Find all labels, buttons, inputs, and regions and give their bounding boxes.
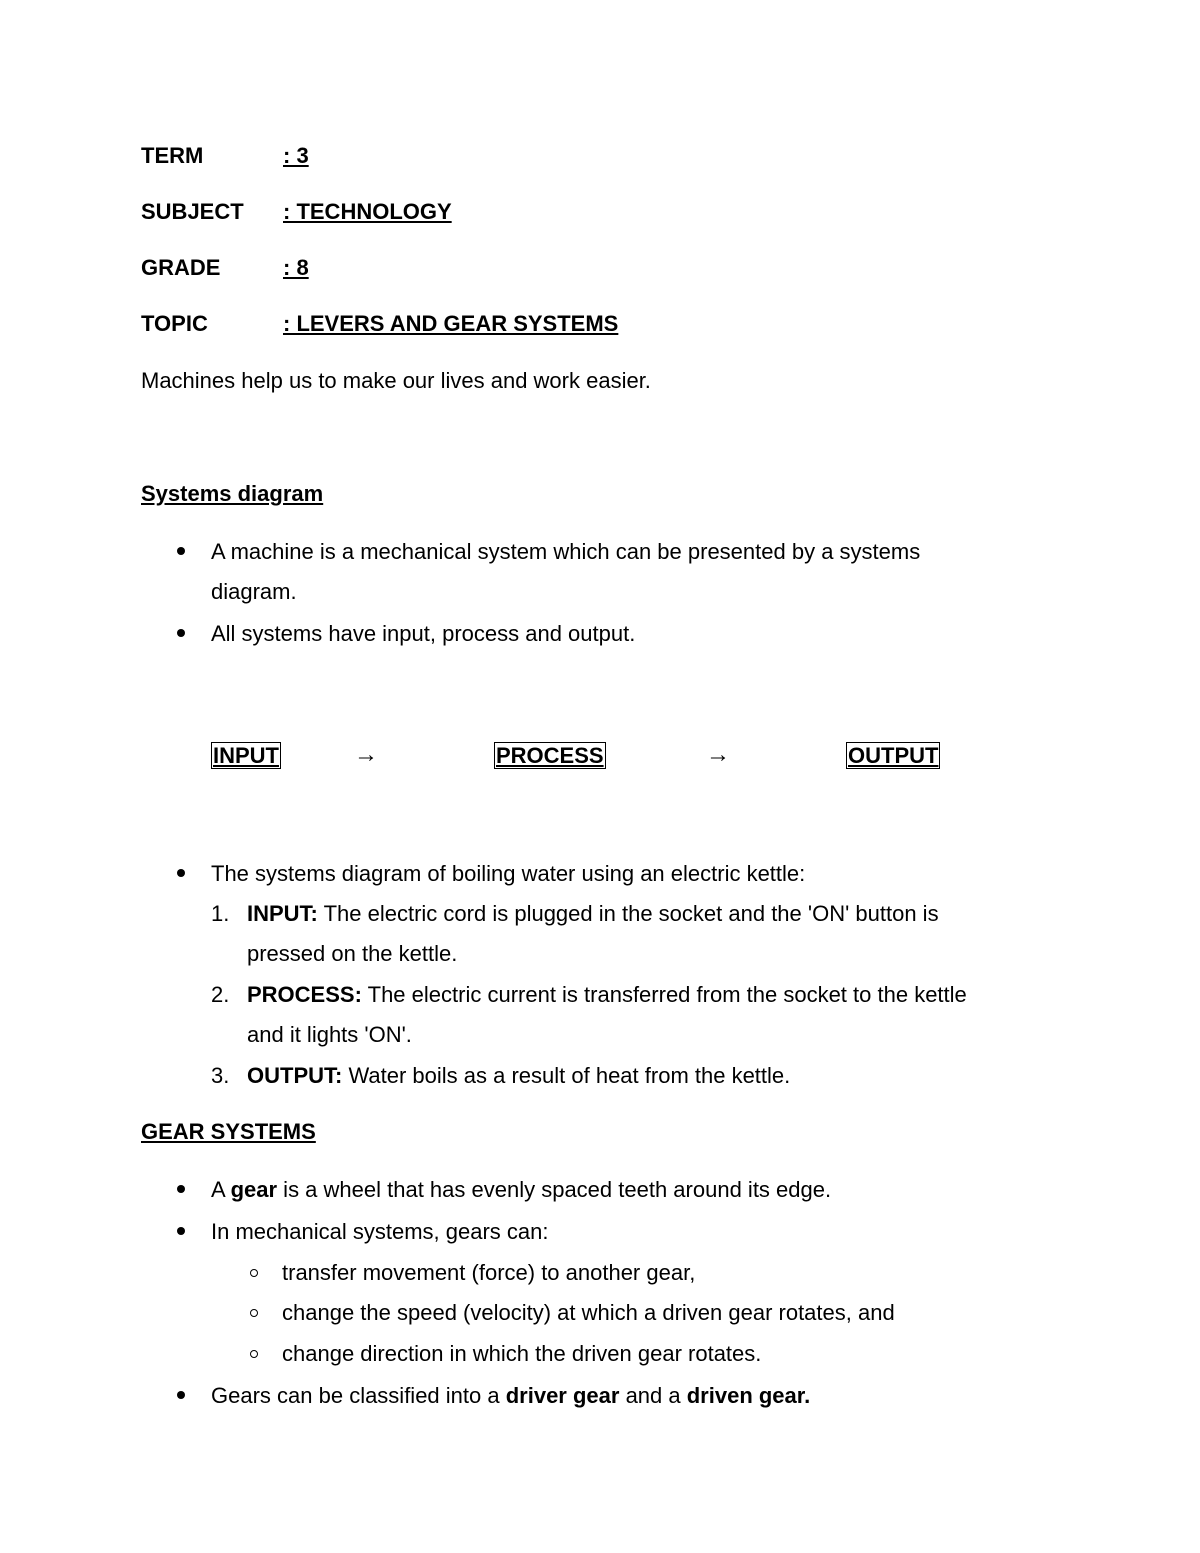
gear-sub-item-1: transfer movement (force) to another gear, <box>282 1260 696 1285</box>
bullet-icon <box>177 1185 185 1193</box>
systems-bullet-2: All systems have input, process and output. <box>211 621 636 646</box>
topic-label: TOPIC <box>141 311 208 336</box>
systems-bullet-1-line-2: diagram. <box>211 579 297 604</box>
gear-sub-item-3: change direction in which the driven gear rotates. <box>282 1341 762 1366</box>
kettle-item-1-line-2: pressed on the kettle. <box>247 941 458 966</box>
kettle-item-3-line-1 <box>247 1063 790 1089</box>
diagram-process-label: PROCESS <box>496 743 604 768</box>
diagram-input-box <box>211 743 281 769</box>
kettle-item-3-label: OUTPUT: <box>247 1063 343 1088</box>
gear-bullet-1-pre: A <box>211 1177 231 1202</box>
term-value: : 3 <box>283 143 309 168</box>
gear-bullet-2: In mechanical systems, gears can: <box>211 1219 549 1244</box>
topic-value: : LEVERS AND GEAR SYSTEMS <box>283 311 619 336</box>
grade-label: GRADE <box>141 255 221 280</box>
bullet-icon <box>177 1227 185 1235</box>
subject-line <box>141 199 452 225</box>
diagram-input-label: INPUT <box>213 743 279 768</box>
gear-bullet-3-driven: driven gear. <box>686 1383 811 1408</box>
term-label: TERM <box>141 143 204 168</box>
kettle-item-3-number: 3. <box>211 1063 230 1088</box>
diagram-output-box <box>846 743 940 769</box>
bullet-icon <box>177 1391 185 1399</box>
gear-bullet-1-bold: gear <box>230 1177 278 1202</box>
topic-line <box>141 311 618 337</box>
grade-line <box>141 255 309 281</box>
gear-bullet-3-driver: driver gear <box>505 1383 620 1408</box>
bullet-icon <box>177 629 185 637</box>
systems-bullet-1-line-1: A machine is a mechanical system which can be presented by a systems <box>211 539 921 564</box>
gear-systems-heading: GEAR SYSTEMS <box>141 1119 316 1144</box>
kettle-item-2-label: PROCESS: <box>247 982 362 1007</box>
kettle-item-3-text: Water boils as a result of heat from the kettle. <box>342 1063 791 1088</box>
gear-bullet-3-pre: Gears can be classified into a <box>211 1383 506 1408</box>
kettle-item-2-number: 2. <box>211 982 230 1007</box>
systems-heading: Systems diagram <box>141 481 324 506</box>
bullet-icon <box>177 547 185 555</box>
gear-sub-item-2: change the speed (velocity) at which a driven gear rotates, and <box>282 1300 895 1325</box>
kettle-item-2-text: The electric current is transferred from the socket to the kettle <box>361 982 967 1007</box>
gear-bullet-1-post: is a wheel that has evenly spaced teeth around its edge. <box>277 1177 832 1202</box>
intro-text: Machines help us to make our lives and work easier. <box>141 368 651 393</box>
grade-value: : 8 <box>283 255 309 280</box>
kettle-item-1-number: 1. <box>211 901 230 926</box>
gear-bullet-3-mid: and a <box>619 1383 687 1408</box>
hollow-bullet-icon <box>250 1269 258 1277</box>
bullet-icon <box>177 869 185 877</box>
gear-bullet-1 <box>211 1177 831 1203</box>
diagram-process-box <box>494 743 606 769</box>
kettle-item-1-line-1 <box>247 901 939 927</box>
diagram-output-label: OUTPUT <box>848 743 939 768</box>
kettle-item-1-label: INPUT: <box>247 901 318 926</box>
arrow-right-icon: → <box>706 741 730 768</box>
subject-value: : TECHNOLOGY <box>283 199 452 224</box>
hollow-bullet-icon <box>250 1309 258 1317</box>
hollow-bullet-icon <box>250 1350 258 1358</box>
kettle-item-2-line-2: and it lights 'ON'. <box>247 1022 412 1047</box>
subject-label: SUBJECT <box>141 199 244 224</box>
kettle-item-2-line-1 <box>247 982 967 1008</box>
arrow-right-icon: → <box>354 741 378 768</box>
term-line <box>141 143 309 169</box>
gear-bullet-3 <box>211 1383 810 1409</box>
kettle-intro: The systems diagram of boiling water using an electric kettle: <box>211 861 806 886</box>
kettle-item-1-text: The electric cord is plugged in the socket and the 'ON' button is <box>317 901 939 926</box>
